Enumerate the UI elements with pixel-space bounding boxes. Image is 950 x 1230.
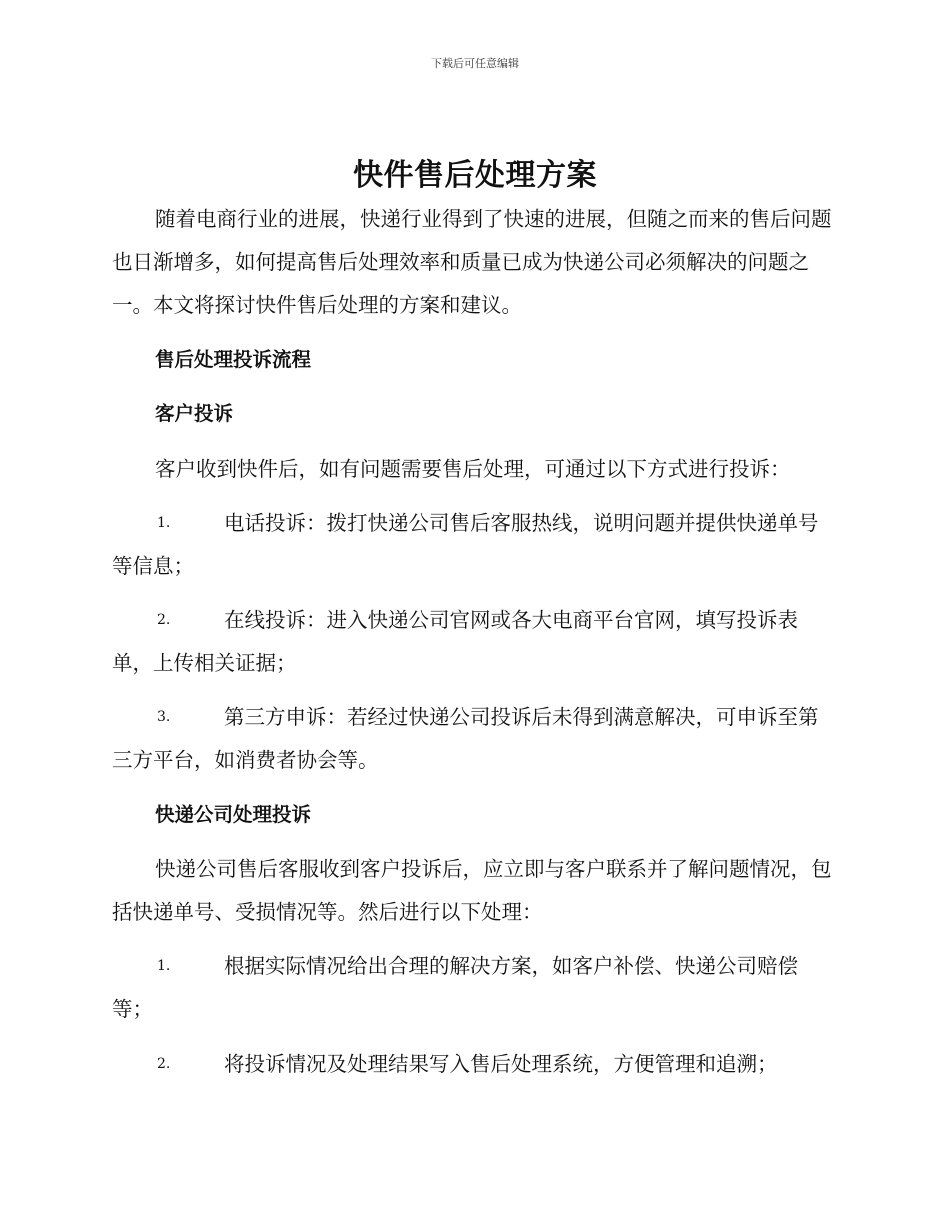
list-text: 电话投诉：拨打快递公司售后客服热线，说明问题并提供快递单号等信息； (112, 511, 819, 578)
list-text: 将投诉情况及处理结果写入售后处理系统，方便管理和追溯； (224, 1052, 778, 1076)
list-number: 1. (157, 515, 171, 531)
list-text: 在线投诉：进入快递公司官网或各大电商平台官网，填写投诉表单，上传相关证据； (112, 608, 798, 675)
list-item (112, 696, 834, 782)
list-item (112, 1043, 834, 1086)
list-item (112, 945, 834, 1031)
section-heading-customer: 客户投诉 (155, 402, 234, 425)
list-item (112, 599, 834, 685)
section-heading-company: 快递公司处理投诉 (155, 803, 312, 826)
list-text: 第三方申诉：若经过快递公司投诉后未得到满意解决，可申诉至第三方平台，如消费者协会等。 (112, 705, 819, 772)
list-number: 2. (157, 1056, 171, 1072)
section-heading-process: 售后处理投诉流程 (155, 348, 312, 371)
customer-intro-paragraph: 客户收到快件后，如有问题需要售后处理，可通过以下方式进行投诉： (155, 457, 791, 481)
list-number: 1. (157, 958, 171, 974)
document-title: 快件售后处理方案 (353, 158, 597, 193)
list-number: 3. (157, 709, 171, 725)
page-header: 下载后可任意编辑 (431, 57, 519, 70)
intro-paragraph: 随着电商行业的进展，快递行业得到了快速的进展，但随之而来的售后问题也日渐增多，如何提高售后处理效率和质量已成为快递公司必须解决的问题之一。本文将探讨快件售后处理的方案和建议。 (112, 207, 832, 317)
list-text: 根据实际情况给出合理的解决方案，如客户补偿、快递公司赔偿等； (112, 954, 798, 1021)
company-intro-paragraph: 快递公司售后客服收到客户投诉后，应立即与客户联系并了解问题情况，包括快递单号、受损情况等。然后进行以下处理： (112, 857, 832, 924)
list-item (112, 502, 834, 588)
list-number: 2. (157, 612, 171, 628)
